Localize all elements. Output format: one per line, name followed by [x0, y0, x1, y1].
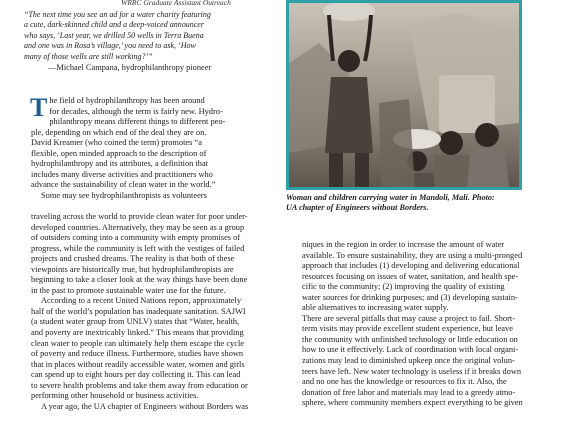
article-line: includes many diverse activities and practitioners who — [31, 169, 213, 179]
drop-cap: T — [30, 93, 48, 122]
article-line: of poverty and reduce illness. Furthermore, studies have shown — [31, 349, 244, 359]
article-line: to severe health problems and take them away from education or — [31, 380, 248, 390]
article-line: and poverty are inextricably linked.” This means that providing — [31, 328, 244, 338]
caption-line: Woman and children carrying water in Mandoli, Mali. Photo: — [286, 193, 495, 202]
article-line: sphere, where community members expect everything to be given — [302, 398, 523, 408]
article-line: in the past to promote sustainable water use for the future. — [31, 285, 226, 295]
quote-attribution: —Michael Campana, hydrophilanthropy pioneer — [48, 63, 212, 73]
article-line: beginning to take a closer look at the way things have been done — [31, 275, 248, 285]
article-line: philanthropy means different things to different peo- — [49, 117, 226, 127]
article-line: A year ago, the UA chapter of Engineers without Borders was — [41, 401, 249, 411]
article-line: half of the world’s population has inadequate sanitation. SAJWI — [31, 306, 246, 316]
article-intro — [30, 93, 271, 201]
article-line: progress, while the community is left with the vestiges of failed — [31, 243, 245, 253]
article-line: cific to the community; (2) improving the quality of existing — [302, 282, 505, 292]
article-line: water sources for drinking purposes; and (3) developing sustain- — [302, 292, 518, 302]
article-line: and no one has the knowledge or resources to fix it. Also, the — [302, 377, 507, 387]
article-line: advance the sustainability of clean water in the world.” — [31, 180, 216, 190]
article-line: niques in the region in order to increase the amount of water — [302, 240, 505, 249]
article-body-right — [302, 240, 542, 409]
article-line: of outsiders coming into a community with empty promises of — [31, 233, 241, 243]
article-line: (a student water group from UNLV) states that “Water, health, — [31, 317, 240, 327]
article-line: able alternatives to increasing water supply. — [302, 303, 449, 313]
byline: WRRC Graduate Assistant Outreach — [121, 0, 231, 7]
article-line: There are several pitfalls that may cause a project to fail. Short- — [302, 313, 516, 323]
article-line: the community with unfinished technology or little education on — [302, 334, 518, 344]
article-line: donation of free labor and materials may lead to a greedy atmo- — [302, 387, 516, 397]
article-line: projects and crushed dreams. The reality is that both of these — [31, 254, 235, 264]
article-line: David Kreamer (who coined the term) promotes “a — [31, 138, 202, 148]
quote-line: many of those wells are still working?’” — [24, 51, 153, 61]
article-line: resources focusing on issues of water, sanitation, and health spe- — [302, 271, 519, 281]
article-line: clean water to people can ultimately help them escape the cycle — [31, 338, 244, 348]
article-line: hydrophilanthropy and its attributes, a definition that — [31, 159, 209, 169]
article-line: approach that includes (1) developing and delivering educational — [302, 261, 520, 271]
quote-line: and one was in Rosa’s village,’ you need to ask, ‘How — [24, 41, 196, 51]
quote-line: “The next time you see an ad for a water charity featuring — [24, 10, 211, 19]
article-line: performing other household or business activities. — [31, 391, 199, 401]
photo-image — [289, 3, 519, 187]
article-line: zations may lead to diminished upkeep once the original volun- — [302, 356, 515, 366]
article-body-left — [31, 212, 285, 412]
quote-line: a cute, dark-skinned child and a deep-voiced announcer — [24, 20, 204, 30]
article-line: developed countries. Alternatively, they may be seen as a group — [31, 222, 245, 232]
article-line: term visits may provide excellent student experience, but leave — [302, 324, 513, 334]
article-line: flexible, open minded approach to the description of — [31, 148, 207, 158]
photo-caption — [286, 193, 526, 214]
pull-quote — [12, 10, 270, 72]
article-line: available. To ensure sustainability, they are using a multi-pronged — [302, 250, 523, 260]
article-line: that in places without readily accessible water, women and girls — [31, 359, 245, 369]
article-line: ple, depending on which end of the deal they are on. — [31, 127, 207, 137]
article-line: According to a recent United Nations report, approximately — [41, 296, 242, 306]
article-line: he field of hydrophilanthropy has been around — [49, 96, 205, 105]
article-line: teers have left. New water technology is useless if it breaks down — [302, 366, 522, 376]
article-line: viewpoints are historically true, but hydrophilanthropists are — [31, 264, 234, 274]
article-line: can spend up to eight hours per day collecting it. This can lead — [31, 370, 241, 380]
photo — [286, 0, 522, 190]
article-line: for decades, although the term is fairly new. Hydro- — [49, 106, 223, 116]
quote-line: who says, ‘Last year, we drilled 50 wells in Terra Buena — [24, 30, 204, 40]
article-line: Some may see hydrophilanthropists as volunteers — [41, 190, 207, 200]
article-line: how to use it effectively. Lack of coordination with local organi- — [302, 345, 519, 355]
caption-line: UA chapter of Engineers without Borders. — [286, 203, 429, 213]
article-line: traveling across the world to provide clean water for poor under- — [31, 212, 248, 221]
quote-text — [12, 10, 270, 62]
